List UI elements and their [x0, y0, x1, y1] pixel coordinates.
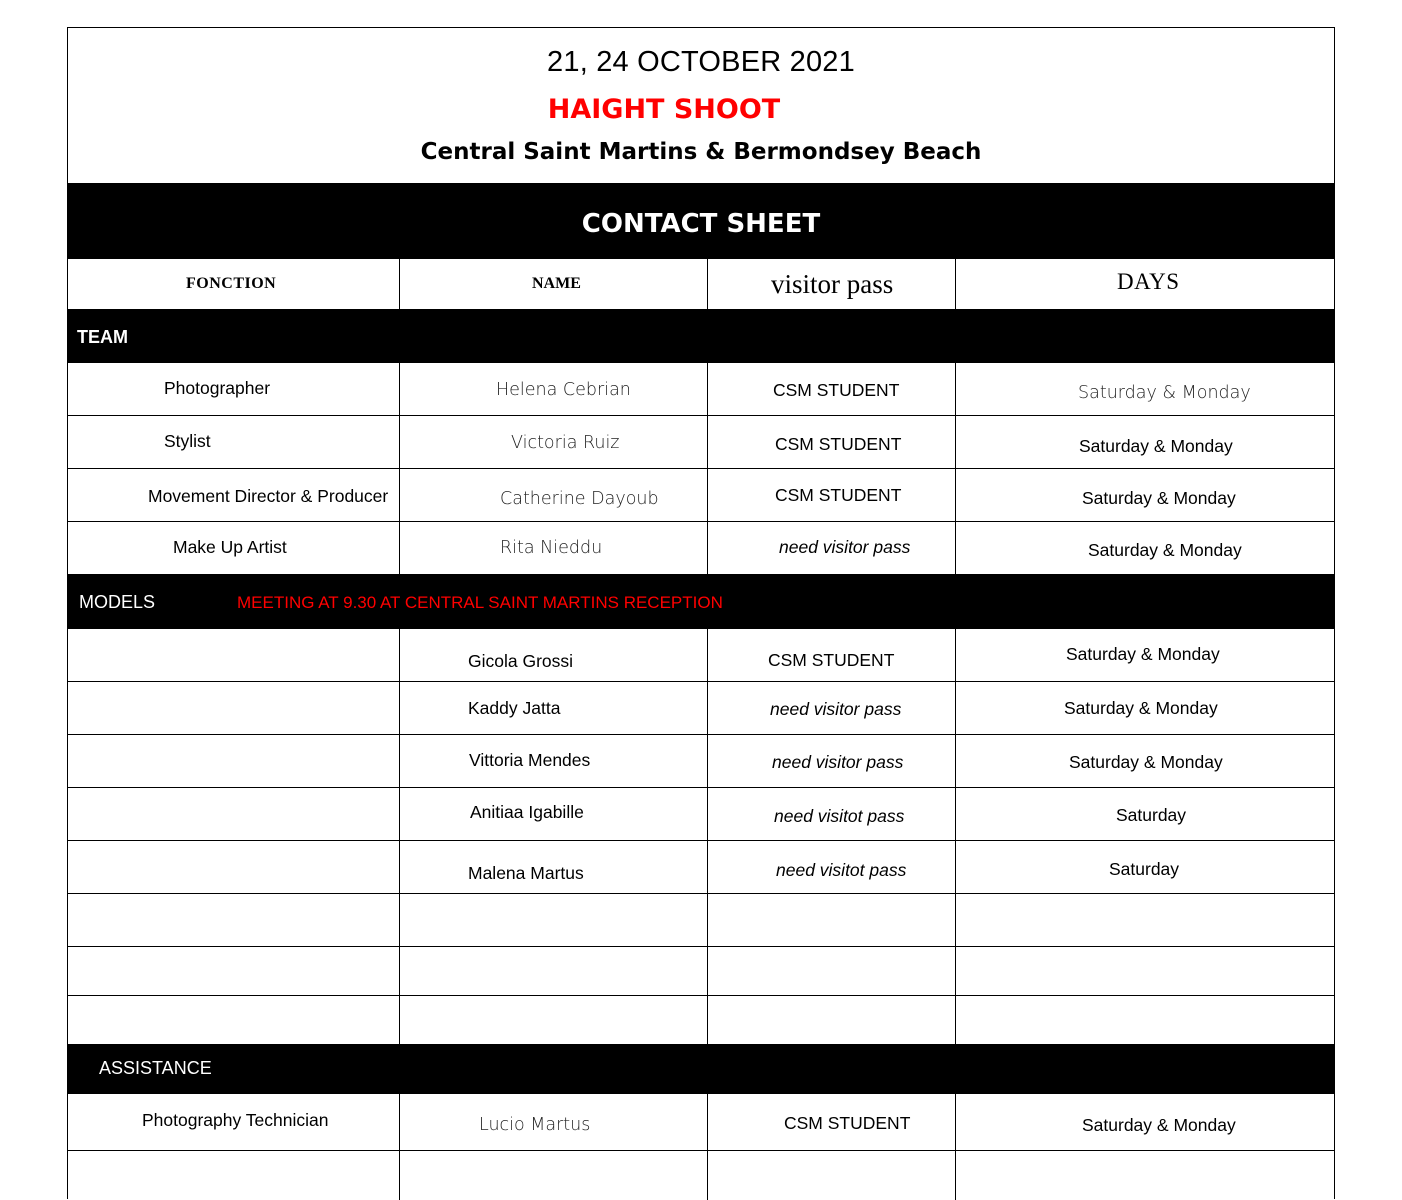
team-days: Saturday & Monday	[1088, 540, 1242, 560]
section-team-label: TEAM	[77, 327, 128, 347]
table-row	[68, 415, 1334, 468]
model-days: Saturday & Monday	[1066, 644, 1220, 664]
model-days: Saturday	[1116, 805, 1187, 825]
table-row	[68, 681, 1334, 734]
team-pass: need visitor pass	[779, 537, 911, 557]
shoot-date: 21, 24 OCTOBER 2021	[547, 46, 855, 78]
model-name: Anitiaa Igabille	[470, 802, 584, 822]
table-row	[68, 362, 1334, 415]
team-function: Movement Director & Producer	[148, 486, 389, 506]
section-team	[68, 309, 1334, 362]
team-function: Stylist	[164, 431, 211, 451]
team-function: Make Up Artist	[173, 537, 287, 557]
model-name: Kaddy Jatta	[468, 698, 561, 718]
team-days: Saturday & Monday	[1078, 383, 1251, 403]
model-pass: need visitot pass	[774, 806, 905, 826]
column-header-days: DAYS	[1117, 269, 1180, 294]
model-name: Gicola Grossi	[468, 651, 574, 671]
team-name: Victoria Ruiz	[511, 433, 620, 453]
team-name: Catherine Dayoub	[500, 489, 659, 509]
model-name: Malena Martus	[468, 863, 584, 883]
section-assistance-label: ASSISTANCE	[99, 1058, 212, 1078]
model-name: Vittoria Mendes	[469, 750, 591, 770]
assistance-function: Photography Technician	[142, 1110, 329, 1130]
sheet-header	[68, 28, 1334, 183]
assistance-days: Saturday & Monday	[1082, 1115, 1236, 1135]
table-row	[68, 840, 1334, 893]
team-pass: CSM STUDENT	[775, 485, 902, 505]
team-pass: CSM STUDENT	[773, 380, 900, 400]
model-pass: CSM STUDENT	[768, 650, 895, 670]
contact-sheet	[67, 27, 1335, 1199]
column-header-name: NAME	[532, 275, 581, 292]
section-assistance	[68, 1044, 1334, 1093]
shoot-location: Central Saint Martins & Bermondsey Beach	[420, 139, 982, 165]
table-row	[68, 734, 1334, 787]
assistance-pass: CSM STUDENT	[784, 1113, 911, 1133]
table-row	[68, 1093, 1334, 1150]
table-row-empty	[68, 995, 1334, 1044]
column-header-row	[68, 258, 1334, 309]
table-row	[68, 787, 1334, 840]
table-row-empty	[68, 1150, 1334, 1200]
table-row-empty	[68, 946, 1334, 995]
sheet-title: CONTACT SHEET	[68, 183, 1334, 258]
table-row-empty	[68, 893, 1334, 946]
table-row	[68, 628, 1334, 681]
model-days: Saturday & Monday	[1064, 698, 1218, 718]
model-pass: need visitot pass	[776, 860, 907, 880]
team-name: Helena Cebrian	[496, 380, 631, 400]
assistance-name: Lucio Martus	[479, 1115, 591, 1135]
model-pass: need visitor pass	[772, 752, 904, 772]
models-meeting-note: MEETING AT 9.30 AT CENTRAL SAINT MARTINS RECEPTION	[237, 593, 723, 612]
team-pass: CSM STUDENT	[775, 434, 902, 454]
team-name: Rita Nieddu	[500, 538, 603, 558]
model-pass: need visitor pass	[770, 699, 902, 719]
section-models-label: MODELS	[79, 592, 156, 612]
shoot-name: HAIGHT SHOOT	[547, 94, 781, 125]
table-row	[68, 521, 1334, 574]
column-header-function: FONCTION	[186, 275, 277, 292]
model-days: Saturday & Monday	[1069, 752, 1223, 772]
table-row	[68, 468, 1334, 521]
section-models	[68, 574, 1334, 628]
column-header-pass: visitor pass	[771, 269, 894, 299]
team-days: Saturday & Monday	[1079, 436, 1233, 456]
team-days: Saturday & Monday	[1082, 488, 1236, 508]
team-function: Photographer	[164, 378, 271, 398]
model-days: Saturday	[1109, 859, 1180, 879]
